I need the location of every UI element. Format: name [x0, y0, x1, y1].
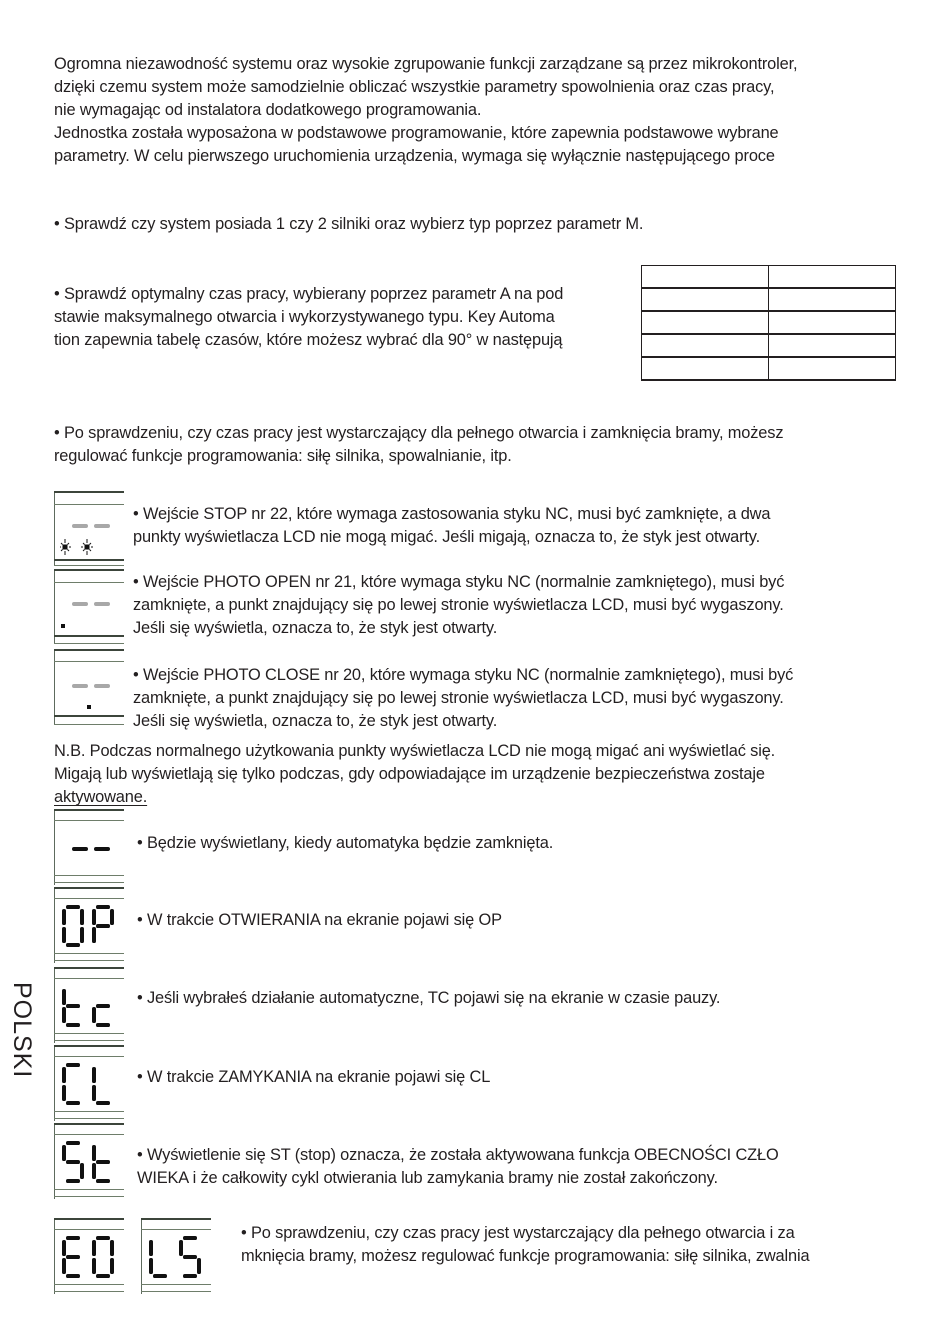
lcd-segment [183, 1236, 197, 1240]
lcd-segment [92, 1085, 96, 1101]
lcd-photo-open-indicator [54, 569, 124, 644]
lcd-final-e0 [54, 1218, 124, 1294]
input-line: Jeśli się wyświetla, oznacza to, że styk jest otwarty. [133, 712, 498, 730]
lcd-segment [110, 1240, 114, 1256]
lcd-segment [153, 1274, 167, 1278]
lcd-segment [66, 1141, 80, 1145]
lcd-code-icon [60, 985, 122, 1029]
lcd-segment [183, 1274, 197, 1278]
input-line: • Wejście PHOTO CLOSE nr 20, które wymaga styku NC (normalnie zamkniętego), musi być [133, 666, 794, 684]
lcd-segment [96, 905, 110, 909]
lcd-segment [66, 1236, 80, 1240]
intro-line: Jednostka została wyposażona w podstawowe programowanie, które zapewnia podstawowe wybrane [54, 124, 779, 142]
table-cell [642, 357, 769, 380]
lcd-segment [66, 1004, 80, 1008]
lcd-code-icon [60, 1141, 122, 1185]
final-step-text [241, 1222, 809, 1268]
step-adjust [54, 422, 783, 468]
note [54, 740, 775, 809]
lcd-segment [96, 1023, 110, 1027]
lcd-segment [62, 1258, 66, 1274]
lcd-segment [66, 943, 80, 947]
final-step-line: • Po sprawdzeniu, czy czas pracy jest wystarczający dla pełnego otwarcia i za [241, 1224, 795, 1242]
step-time [54, 283, 563, 352]
lcd-segment [62, 1145, 66, 1161]
lcd-segment [66, 1063, 80, 1067]
lcd-stop-indicator [54, 491, 124, 566]
step-time-line: stawie maksymalnego otwarcia i wykorzystywanego typu. Key Automa [54, 308, 555, 326]
lcd-segment [110, 1258, 114, 1274]
table-row [642, 288, 896, 311]
intro-line: Ogromna niezawodność systemu oraz wysokie zgrupowanie funkcji zarządzane są przez mikrokontroler, [54, 55, 798, 73]
lcd-segment [66, 1101, 80, 1105]
input-line: zamknięte, a punkt znajdujący się po lewej stronie wyświetlacza LCD, musi być wygaszony. [133, 689, 784, 707]
lcd-segment [197, 1258, 201, 1274]
lcd-segment [96, 1101, 110, 1105]
lcd-segment [92, 1163, 96, 1179]
lcd-segment [149, 1240, 153, 1256]
table-row [642, 334, 896, 357]
lcd-segment [92, 1067, 96, 1083]
blinking-dots-icon [60, 513, 120, 558]
lcd-segment [62, 927, 66, 943]
input-photo-close-text [133, 664, 793, 733]
lcd-segment [96, 1179, 110, 1183]
lcd-state-1 [54, 809, 124, 885]
time-table [641, 265, 896, 381]
lcd-code-icon [60, 1063, 122, 1107]
state-description-line: WIEKA i że całkowity cykl otwierania lub zamykania bramy nie został zakończony. [137, 1169, 718, 1187]
note-line: N.B. Podczas normalnego użytkowania punkty wyświetlacza LCD nie mogą migać ani wyświetlać się. [54, 742, 776, 760]
lcd-segment [80, 927, 84, 943]
step-time-line: tion zapewnia tabelę czasów, które możesz wybrać dla 90° w następują [54, 331, 563, 349]
lcd-segment [92, 1240, 96, 1256]
input-line: punkty wyświetlacza LCD nie mogą migać. Jeśli migają, oznacza to, że styk jest otwarty. [133, 528, 761, 546]
lcd-state-5 [54, 1123, 124, 1199]
table-row [642, 357, 896, 380]
lcd-segment [62, 1240, 66, 1256]
state-description: • W trakcie OTWIERANIA na ekranie pojawi się OP [137, 911, 502, 929]
input-stop-text [133, 503, 770, 549]
table-cell [642, 311, 769, 334]
lcd-state-3 [54, 967, 124, 1043]
table-cell [769, 334, 896, 357]
lcd-segment [92, 909, 96, 925]
table-cell [769, 311, 896, 334]
state-description: • W trakcie ZAMYKANIA na ekranie pojawi się CL [137, 1068, 491, 1086]
lcd-segment [80, 909, 84, 925]
table-cell [769, 357, 896, 380]
lcd-final-ls [141, 1218, 211, 1294]
note-line: aktywowane. [54, 788, 148, 806]
table-cell [769, 266, 896, 289]
final-step-line: mknięcia bramy, możesz regulować funkcje programowania: siłę silnika, zwalnia [241, 1247, 810, 1265]
lcd-segment [92, 927, 96, 943]
note-line: Migają lub wyświetlają się tylko podczas, gdy odpowiadające im urządzenie bezpieczeństwa zostaje [54, 765, 765, 783]
state-description: • Jeśli wybrałeś działanie automatyczne, TC pojawi się na ekranie w czasie pauzy. [137, 989, 721, 1007]
lcd-segment [72, 847, 88, 851]
lcd-code-icon [60, 829, 120, 869]
state-description [137, 1144, 779, 1190]
lcd-segment [66, 905, 80, 909]
lcd-state-4 [54, 1045, 124, 1121]
intro-line: dzięki czemu system może samodzielnie obliczać wszystkie parametry spowolnienia oraz czas pracy, [54, 78, 775, 96]
lcd-code-icon [60, 1236, 122, 1280]
language-side-label: POLSKI [8, 982, 36, 1079]
input-line: • Wejście PHOTO OPEN nr 21, które wymaga styku NC (normalnie zamkniętego), musi być [133, 573, 785, 591]
lcd-segment [66, 1255, 80, 1259]
lcd-segment [66, 1023, 80, 1027]
lcd-photo-close-indicator [54, 649, 124, 725]
lcd-code-icon [147, 1236, 209, 1280]
table-cell [642, 288, 769, 311]
lcd-segment [96, 1236, 110, 1240]
lcd-segment [66, 1160, 80, 1164]
input-line: • Wejście STOP nr 22, które wymaga zastosowania styku NC, musi być zamknięte, a dwa [133, 505, 771, 523]
table-cell [642, 334, 769, 357]
state-description: • Będzie wyświetlany, kiedy automatyka będzie zamknięta. [137, 834, 554, 852]
lcd-segment [62, 989, 66, 1005]
lcd-segment [96, 1004, 110, 1008]
step-adjust-line: regulować funkcje programowania: siłę silnika, spowalnianie, itp. [54, 447, 512, 465]
table-row [642, 311, 896, 334]
table-row [642, 266, 896, 289]
lcd-state-2 [54, 887, 124, 963]
intro-paragraph [54, 53, 797, 168]
lcd-segment [96, 1274, 110, 1278]
right-dot-icon [60, 671, 120, 716]
input-line: Jeśli się wyświetla, oznacza to, że styk jest otwarty. [133, 619, 498, 637]
input-photo-open-text [133, 571, 784, 640]
lcd-segment [149, 1258, 153, 1274]
lcd-segment [62, 1067, 66, 1083]
lcd-segment [183, 1255, 197, 1259]
lcd-code-icon [60, 905, 122, 949]
lcd-segment [94, 847, 110, 851]
step-motor: • Sprawdź czy system posiada 1 czy 2 silniki oraz wybierz typ poprzez parametr M. [54, 215, 644, 233]
step-adjust-line: • Po sprawdzeniu, czy czas pracy jest wystarczający dla pełnego otwarcia i zamknięcia bramy, możesz [54, 424, 784, 442]
state-description-line: • Wyświetlenie się ST (stop) oznacza, że została aktywowana funkcja OBECNOŚCI CZŁO [137, 1146, 779, 1164]
lcd-segment [92, 1007, 96, 1023]
left-dot-icon [60, 591, 120, 636]
intro-line: nie wymagając od instalatora dodatkowego programowania. [54, 101, 482, 119]
lcd-segment [66, 1274, 80, 1278]
lcd-segment [62, 1007, 66, 1023]
lcd-segment [62, 909, 66, 925]
lcd-segment [92, 1145, 96, 1161]
table-cell [769, 288, 896, 311]
lcd-segment [66, 1179, 80, 1183]
step-time-line: • Sprawdź optymalny czas pracy, wybierany poprzez parametr A na pod [54, 285, 564, 303]
lcd-segment [110, 909, 114, 925]
lcd-segment [179, 1240, 183, 1256]
lcd-segment [62, 1085, 66, 1101]
lcd-segment [96, 924, 110, 928]
lcd-segment [92, 1258, 96, 1274]
input-line: zamknięte, a punkt znajdujący się po lewej stronie wyświetlacza LCD, musi być wygaszony. [133, 596, 784, 614]
lcd-segment [80, 1163, 84, 1179]
intro-line: parametry. W celu pierwszego uruchomienia urządzenia, wymaga się wyłącznie następującego proce [54, 147, 775, 165]
table-cell [642, 266, 769, 289]
lcd-segment [96, 1160, 110, 1164]
